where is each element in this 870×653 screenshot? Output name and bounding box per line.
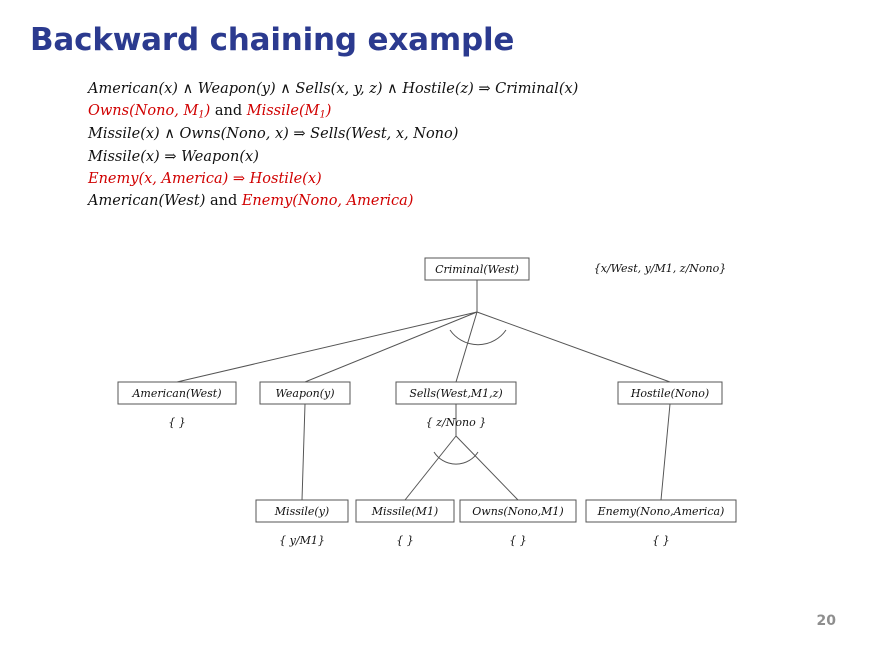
node-label: Enemy(Nono,America) [597, 505, 725, 518]
edge-root-conjunction-arc [450, 330, 506, 345]
substitution-caption: {x/West, y/M1, z/Nono} [593, 262, 727, 275]
tree-node-enemy-nono-america [586, 500, 736, 522]
rule-segment-sub: 1 [319, 109, 326, 121]
tree-node-weapon-y [260, 382, 350, 404]
edge-sells-conjunction-arc [434, 452, 478, 464]
rule-segment: Missile(x) ⇒ Weapon(x) [88, 148, 259, 165]
node-label: Sells(West,M1,z) [409, 387, 503, 400]
rule-segment: and [205, 192, 242, 209]
tree-node-missile-m1 [356, 500, 454, 522]
rule-line [88, 146, 578, 168]
node-label: Missile(y) [274, 505, 330, 518]
rule-segment: ) [325, 103, 332, 120]
rule-line [88, 78, 578, 100]
edge-hostile-enemy [661, 404, 670, 500]
tree-node-sells-west-m1-z [396, 382, 516, 404]
edge-root-american [177, 312, 477, 382]
rule-line [88, 100, 578, 123]
node-label: Missile(M1) [371, 505, 439, 518]
knowledge-base-rules [88, 78, 578, 212]
rule-segment: American(West) [88, 192, 206, 209]
page-number: 20 [816, 613, 836, 629]
edge-sells-owns [456, 436, 518, 500]
rule-segment: Enemy(x, America) ⇒ Hostile(x) [88, 170, 322, 187]
proof-tree-figure [60, 240, 820, 570]
rule-line [88, 168, 578, 190]
edge-sells-missile [405, 436, 456, 500]
rule-segment: Enemy(Nono, America) [241, 192, 414, 209]
binding-missile-y: { y/M1} [279, 534, 325, 547]
tree-node-hostile-nono [618, 382, 722, 404]
edge-root-hostile [477, 312, 670, 382]
binding-missile-m1: { } [396, 534, 414, 547]
rule-segment: and [210, 103, 247, 120]
node-label: American(West) [132, 387, 222, 400]
binding-owns: { } [509, 534, 527, 547]
binding-enemy: { } [652, 534, 670, 547]
node-label: Owns(Nono,M1) [472, 505, 564, 518]
edge-weapon-missile [302, 404, 305, 500]
node-label: Criminal(West) [435, 263, 519, 276]
rule-segment: Missile(M [246, 103, 320, 120]
tree-node-criminal-west [425, 258, 529, 280]
rule-segment: American(x) ∧ Weapon(y) ∧ Sells(x, y, z) ∧ Hostile(z) ⇒ Criminal(x) [88, 81, 579, 97]
node-label: Weapon(y) [275, 387, 335, 400]
binding-american: { } [168, 416, 186, 429]
binding-sells: { z/Nono } [425, 416, 487, 429]
edge-root-weapon [305, 312, 477, 382]
tree-node-owns-nono-m1 [460, 500, 576, 522]
rule-line [88, 190, 578, 212]
tree-node-american-west [118, 382, 236, 404]
rule-line [88, 123, 578, 145]
rule-segment: Owns(Nono, M [88, 103, 199, 120]
rule-segment: Missile(x) ∧ Owns(Nono, x) ⇒ Sells(West, x, Nono) [88, 126, 459, 143]
page-title: Backward chaining example [30, 22, 515, 58]
rule-segment: ) [204, 103, 211, 120]
edge-root-sells [456, 312, 477, 382]
rule-segment-sub: 1 [198, 109, 205, 121]
tree-node-missile-y [256, 500, 348, 522]
node-label: Hostile(Nono) [630, 387, 710, 400]
